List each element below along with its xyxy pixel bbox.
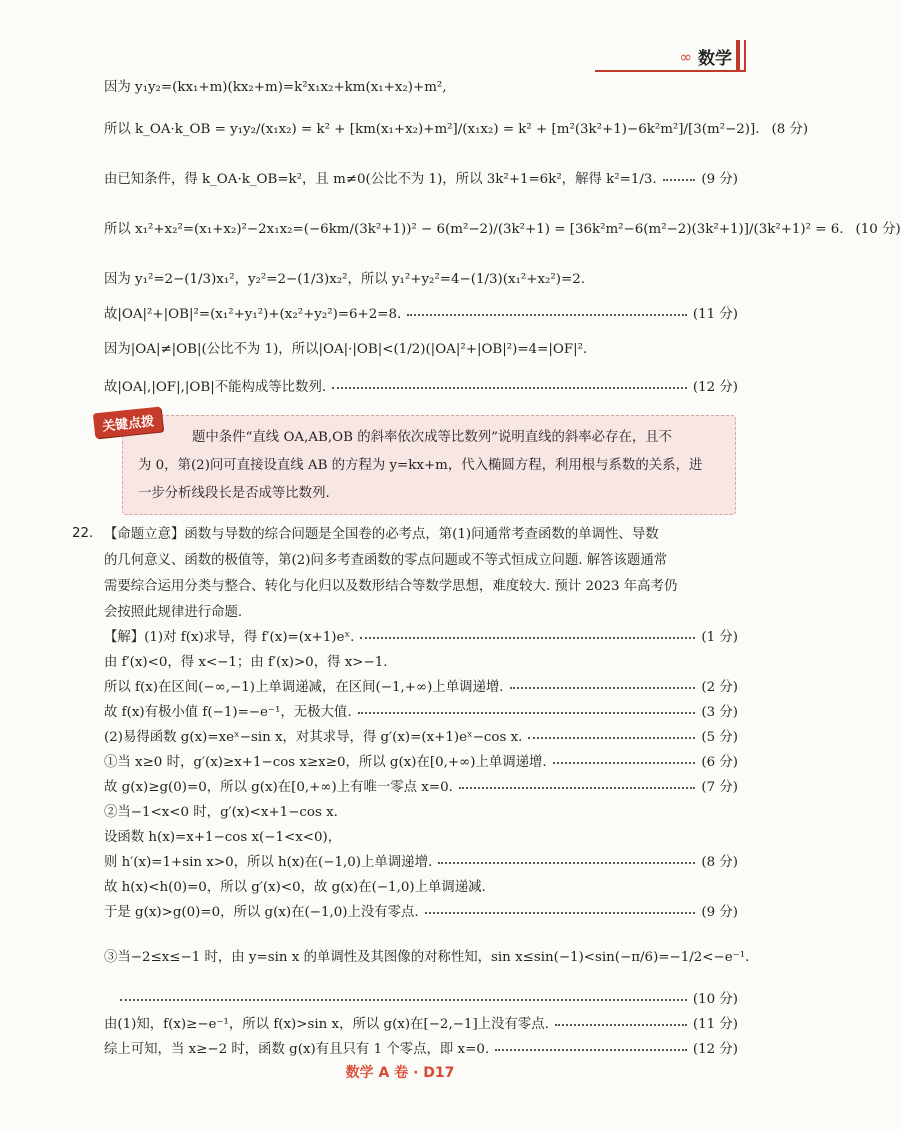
solution-line: ③当−2≤x≤−1 时，由 y=sin x 的单调性及其图像的对称性知，sin x≤sin(−1)<sin(−π/6)=−1/2<−e⁻¹. [104,950,750,965]
solution-line: 于是 g(x)>g(0)=0，所以 g(x)在(−1,0)上没有零点. (9 分) [104,905,738,920]
question-number: 22. [72,526,94,541]
keypoint-line: 为 0，第(2)问可直接设直线 AB 的方程为 y=kx+m，代入椭圆方程，利用根与系数的关系，进 [138,458,703,473]
keypoint-line: 题中条件“直线 OA,AB,OB 的斜率依次成等比数列”说明直线的斜率必存在，且不 [192,430,673,445]
solution-line: ②当−1<x<0 时，g′(x)<x+1−cos x. [104,805,338,820]
solution-line: 故 h(x)<h(0)=0，所以 g′(x)<0，故 g(x)在(−1,0)上单调递减. [104,880,486,895]
solution-line: 由 f′(x)<0，得 x<−1；由 f′(x)>0，得 x>−1. [104,655,388,670]
header-rule-thin [744,40,746,70]
page-footer: 数学 A 卷 · D17 [345,1065,455,1081]
infinity-icon: ∞ [679,47,692,66]
solution-line: 因为|OA|≠|OB|(公比不为 1)，所以|OA|·|OB|<(1/2)(|OA|²+|OB|²)=4=|OF|². [104,342,588,357]
solution-line: 故 f(x)有极小值 f(−1)=−e⁻¹，无极大值. (3 分) [104,705,738,720]
solution-line: 设函数 h(x)=x+1−cos x(−1<x<0)， [104,830,342,845]
solution-line: 故|OA|,|OF|,|OB|不能构成等比数列. (12 分) [104,380,738,395]
intro-line: 【命题立意】函数与导数的综合问题是全国卷的必考点，第(1)问通常考查函数的单调性、导数 [104,527,659,542]
solution-line: ①当 x≥0 时，g′(x)≥x+1−cos x≥x≥0，所以 g(x)在[0,+∞)上单调递增. (6 分) [104,755,738,770]
solution-line: 因为 y₁y₂=(kx₁+m)(kx₂+m)=k²x₁x₂+km(x₁+x₂)+m², [104,80,447,95]
solution-line: 综上可知，当 x≥−2 时，函数 g(x)有且只有 1 个零点，即 x=0. (12 分) [104,1042,738,1057]
keypoint-line: 一步分析线段长是否成等比数列. [138,486,330,501]
solution-line: 则 h′(x)=1+sin x>0，所以 h(x)在(−1,0)上单调递增. (8 分) [104,855,738,870]
intro-line: 需要综合运用分类与整合、转化与化归以及数形结合等数学思想，难度较大. 预计 2023 年高考仍 [104,579,678,594]
solution-line: (10 分) [120,990,738,1010]
keypoint-tag: 关键点拨 [93,407,163,439]
header-rule [736,40,740,70]
solution-line: 【解】(1)对 f(x)求导，得 f′(x)=(x+1)eˣ. (1 分) [104,630,738,645]
solution-line: 所以 k_OA·k_OB = y₁y₂/(x₁x₂) = k² + [km(x₁+x₂)+m²]/(x₁x₂) = k² + [m²(3k²+1)−6k²m²]/[3(m²−2)]. (8 分) [104,122,809,137]
solution-line: 故 g(x)≥g(0)=0，所以 g(x)在[0,+∞)上有唯一零点 x=0. (7 分) [104,780,738,795]
solution-line: 由已知条件，得 k_OA·k_OB=k²，且 m≠0(公比不为 1)，所以 3k²+1=6k²，解得 k²=1/3. (9 分) [104,172,738,187]
solution-line: 因为 y₁²=2−(1/3)x₁²，y₂²=2−(1/3)x₂²，所以 y₁²+y₂²=4−(1/3)(x₁²+x₂²)=2. [104,272,585,287]
solution-line: 由(1)知，f(x)≥−e⁻¹，所以 f(x)>sin x，所以 g(x)在[−2,−1]上没有零点. (11 分) [104,1017,738,1032]
intro-line: 的几何意义、函数的极值等，第(2)问多考查函数的零点问题或不等式恒成立问题. 解答该题通常 [104,553,668,568]
header-underline [595,70,746,72]
solution-line: (2)易得函数 g(x)=xeˣ−sin x，对其求导，得 g′(x)=(x+1)eˣ−cos x. (5 分) [104,730,738,745]
solution-line: 故|OA|²+|OB|²=(x₁²+y₁²)+(x₂²+y₂²)=6+2=8. (11 分) [104,307,738,322]
intro-line: 会按照此规律进行命题. [104,605,243,620]
subject-title: 数学 [698,49,732,69]
solution-line: 所以 f(x)在区间(−∞,−1)上单调递减，在区间(−1,+∞)上单调递增. (2 分) [104,680,738,695]
solution-line: 所以 x₁²+x₂²=(x₁+x₂)²−2x₁x₂=(−6km/(3k²+1))² − 6(m²−2)/(3k²+1) = [36k²m²−6(m²−2)(3k²+1)]/(3k²+1)² = 6. (10 分) [104,222,901,237]
page-header [680,44,733,69]
